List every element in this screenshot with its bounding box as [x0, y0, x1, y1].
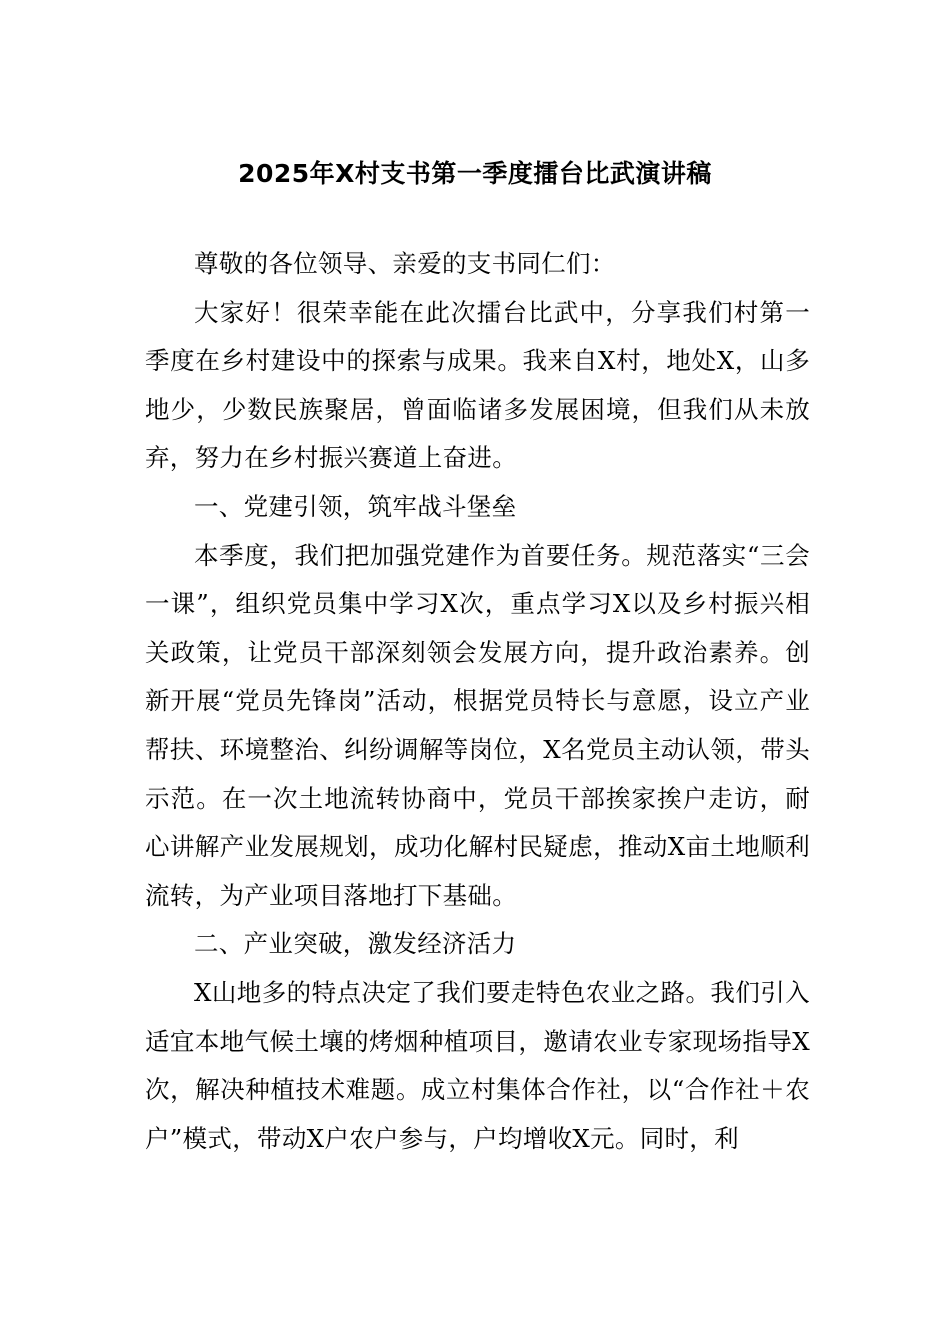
industry-paragraph: X山地多的特点决定了我们要走特色农业之路。我们引入适宜本地气候土壤的烤烟种植项目，邀请农业专家现场指导X次，解决种植技术难题。成立村集体合作社，以“合作社＋农户”模式，带动X户农户参与，户均增收X元。同时，利	[145, 977, 810, 1153]
intro-paragraph: 大家好！很荣幸能在此次擂台比武中，分享我们村第一季度在乡村建设中的探索与成果。我来自X村，地处X，山多地少，少数民族聚居，曾面临诸多发展困境，但我们从未放弃，努力在乡村振兴赛道上奋进。	[145, 297, 810, 473]
document-body	[145, 240, 810, 1163]
section-heading-industry: 二、产业突破，激发经济活力	[194, 929, 517, 959]
document-title: 2025年X村支书第一季度擂台比武演讲稿	[238, 159, 712, 188]
party-building-paragraph: 本季度，我们把加强党建作为首要任务。规范落实“三会一课”，组织党员集中学习X次，重点学习X以及乡村振兴相关政策，让党员干部深刻领会发展方向，提升政治素养。创新开展“党员先锋岗”活动，根据党员特长与意愿，设立产业帮扶、环境整治、纠纷调解等岗位，X名党员主动认领，带头示范。在一次土地流转协商中，党员干部挨家挨户走访，耐心讲解产业发展规划，成功化解村民疑虑，推动X亩土地顺利流转，为产业项目落地打下基础。	[145, 540, 810, 910]
salutation-paragraph: 尊敬的各位领导、亲爱的支书同仁们：	[194, 249, 616, 278]
section-heading-party-building: 一、党建引领，筑牢战斗堡垒	[194, 491, 517, 521]
